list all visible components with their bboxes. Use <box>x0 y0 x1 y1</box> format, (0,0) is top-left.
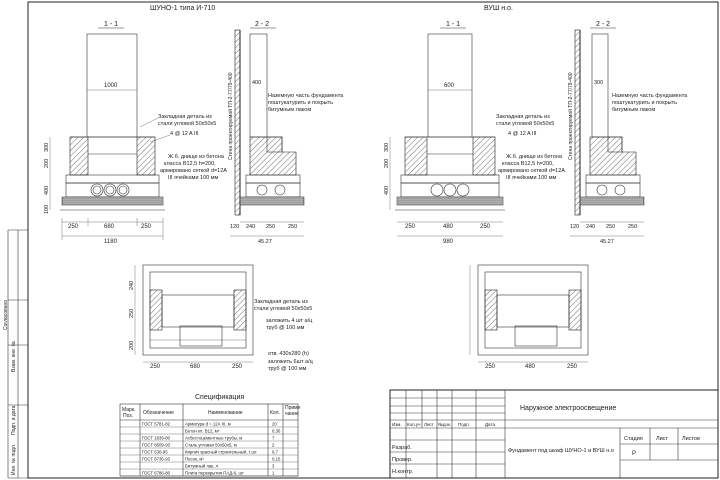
title-block <box>390 390 718 478</box>
stamp-role-1: Провер. <box>392 457 413 463</box>
left-h-1: 200 <box>44 158 50 168</box>
plan-left-d2: 250 <box>232 364 243 370</box>
right-h-1: 200 <box>384 158 390 168</box>
right-section-a: 1 - 1 <box>446 21 461 28</box>
left-b-d1: 240 <box>246 224 256 230</box>
left-b-top: 400 <box>252 80 262 86</box>
stamp-col-sheets: Листов <box>682 436 700 442</box>
spec-cell: Сталь угловая 50х50х5, м <box>185 442 237 448</box>
spec-title: Спецификация <box>195 394 245 401</box>
slab <box>62 197 163 205</box>
right-h-2: 400 <box>384 185 390 195</box>
right-b-d1: 240 <box>586 224 596 230</box>
right-note-embedded: Закладная деталь из стали угловой 50х50х5 <box>496 114 555 127</box>
side-label-inv: Инв. № подл. <box>11 443 17 475</box>
left-section-b: 2 - 2 <box>255 21 270 28</box>
spec-h1: Обозначение <box>143 410 174 416</box>
spec-cell: Плита перекрытия ПАД-6, шт <box>185 470 244 476</box>
spec-cell: Битумный лак, л <box>185 463 219 469</box>
side-label-agreed: Согласовано <box>3 299 9 330</box>
spec-cell: ГОСТ 5781-82 <box>142 421 170 427</box>
spec-h0: Марк. Поз. <box>122 407 136 419</box>
plan-right-d1: 480 <box>525 364 536 370</box>
stamp-role-2: Н.контр. <box>392 469 414 475</box>
plan-note-embedded: Закладная деталь из стали угловой 50х50х5 <box>254 299 313 312</box>
spec-cell: 1 <box>272 470 275 476</box>
left-b-d2: 250 <box>266 224 276 230</box>
stamp-subject: Фундамент под шкаф ШУНО-1 и ВУШ н.о <box>508 448 614 454</box>
spec-cell: 2 <box>272 442 275 448</box>
spec-cell: 0,7 <box>272 449 278 455</box>
spec-h2: Наименование <box>208 410 243 416</box>
note-embedded: Закладная деталь из стали угловой 50х50х5 <box>158 114 217 127</box>
right-width: 600 <box>444 83 455 89</box>
spec-cell: Асбестоцементные трубы, м <box>185 435 243 441</box>
pipe-row <box>91 184 129 196</box>
stamp-col-sheet: Лист <box>656 436 668 442</box>
spec-cell: Кирпич красный строительный, т.шт <box>185 449 257 455</box>
stamp-h0: Изм. <box>392 422 402 427</box>
left-drawing <box>44 5 344 245</box>
spec-h3: Кол. <box>270 410 280 416</box>
right-section-b: 2 - 2 <box>596 21 611 28</box>
plan-left <box>129 265 314 372</box>
spec-table <box>120 394 301 476</box>
stamp-project: Наружное электроосвещение <box>520 405 617 412</box>
plan-left-d1: 680 <box>190 364 201 370</box>
stamp-h5: Дата <box>485 422 495 427</box>
plan-note-pipes2: заложить 6шт а/ц труб @ 100 мм <box>268 359 313 372</box>
left-dim-total: 1180 <box>104 239 117 245</box>
right-title: ВУШ н.о. <box>484 5 513 12</box>
note-slab: Ж.б. днище из бетона класса В12,5 h=200, армировано сеткой d=12А III ячейками 100 мм <box>160 154 227 181</box>
stamp-h1: Кол.уч <box>407 422 421 427</box>
left-b-d0: 120 <box>230 224 240 230</box>
spec-rows <box>120 422 298 477</box>
plan-note-pipes: заложить 4 шт а/ц труб @ 100 мм <box>266 318 313 331</box>
spec-cell: 7 <box>272 435 275 441</box>
left-title: ШУНО-1 типа И-710 <box>150 5 216 12</box>
note-plaster: Наземную часть фундамента поштукатурить и покрыть битумным лаком <box>268 93 344 113</box>
right-b-top: 300 <box>594 80 604 86</box>
right-note-plaster: Наземную часть фундамента поштукатурить и покрыть битумным лаком <box>612 93 688 113</box>
side-strip <box>3 230 28 478</box>
left-dim-2: 250 <box>141 224 152 230</box>
side-label-replace: Взам. инв. № <box>11 341 17 372</box>
right-h-0: 300 <box>384 142 390 152</box>
cabinet-width: 1000 <box>104 83 118 89</box>
plan-right-d2: 250 <box>567 364 578 370</box>
spec-cell: 0,15 <box>272 456 281 462</box>
right-dim-1: 480 <box>443 224 454 230</box>
stamp-h2: Лист <box>424 422 434 427</box>
side-label-sign: Подп. и дата <box>11 405 17 435</box>
left-dim-1: 680 <box>104 224 115 230</box>
left-h-0: 300 <box>44 142 50 152</box>
left-b-total: 45.27 <box>258 239 272 245</box>
right-b-total: 45.27 <box>600 239 614 245</box>
spec-cell: 20 <box>272 421 277 427</box>
plan-right <box>470 265 588 370</box>
spec-cell: ГОСТ 8736-93 <box>142 456 170 462</box>
right-dim-2: 250 <box>480 224 491 230</box>
spec-cell: Арматура d = 12А III, м <box>185 421 231 427</box>
right-note-wall: Стена проектируемой ТП-2-77/79-400 <box>568 72 574 160</box>
spec-cell: Бетон кл. В12, м³ <box>185 428 220 434</box>
stamp-h4: Подп. <box>458 422 470 427</box>
foundation-wall-left <box>70 137 88 175</box>
right-dim-0: 250 <box>405 224 416 230</box>
plan-note-opening: отв. 430х280 (h) <box>268 351 309 357</box>
spec-cell: Песок, м³ <box>185 456 204 462</box>
right-note-rebar: 4 @ 12 A III <box>508 131 537 137</box>
plan-left-d0: 250 <box>150 364 161 370</box>
spec-cell: ГОСТ 6786-80 <box>142 470 170 476</box>
spec-cell: ГОСТ 530-95 <box>142 449 168 455</box>
spec-h4: Приме чание <box>285 405 301 417</box>
plan-left-h1: 250 <box>129 308 135 318</box>
left-h-2: 400 <box>44 185 50 195</box>
right-note-slab: Ж.б. днище из бетона класса В12,5 h=200, армировано сеткой d=12А III ячейками 100 мм <box>498 154 565 181</box>
right-b-d2: 250 <box>606 224 616 230</box>
brick-row <box>66 175 159 183</box>
wall-hatch-left <box>235 30 240 215</box>
left-b-d3: 250 <box>288 224 298 230</box>
stamp-stage-value: Р <box>632 451 637 457</box>
right-dim-total: 980 <box>443 239 454 245</box>
left-section-a: 1 - 1 <box>104 21 119 28</box>
right-drawing <box>384 5 688 245</box>
right-b-d3: 250 <box>628 224 638 230</box>
left-dim-0: 250 <box>68 224 79 230</box>
spec-cell: ГОСТ 8509-93 <box>142 442 170 448</box>
stamp-role-0: Разраб. <box>392 445 412 451</box>
spec-cell: 3 <box>272 463 275 469</box>
spec-cell: ГОСТ 1839-80 <box>142 435 170 441</box>
right-b-d0: 120 <box>570 224 580 230</box>
note-wall: Стена проектируемой ТП-2-77/79-400 <box>228 72 234 160</box>
plan-left-h0: 240 <box>129 280 135 290</box>
stamp-col-stage: Стадия <box>624 436 643 442</box>
stamp-h3: №док. <box>438 422 452 427</box>
note-rebar: 4 @ 12 A III <box>170 131 199 137</box>
plan-left-h2: 200 <box>129 340 135 350</box>
foundation-wall-right <box>137 137 155 175</box>
plan-right-d0: 250 <box>485 364 496 370</box>
left-h-4: 100 <box>44 204 50 214</box>
spec-cell: 0,36 <box>272 428 281 434</box>
